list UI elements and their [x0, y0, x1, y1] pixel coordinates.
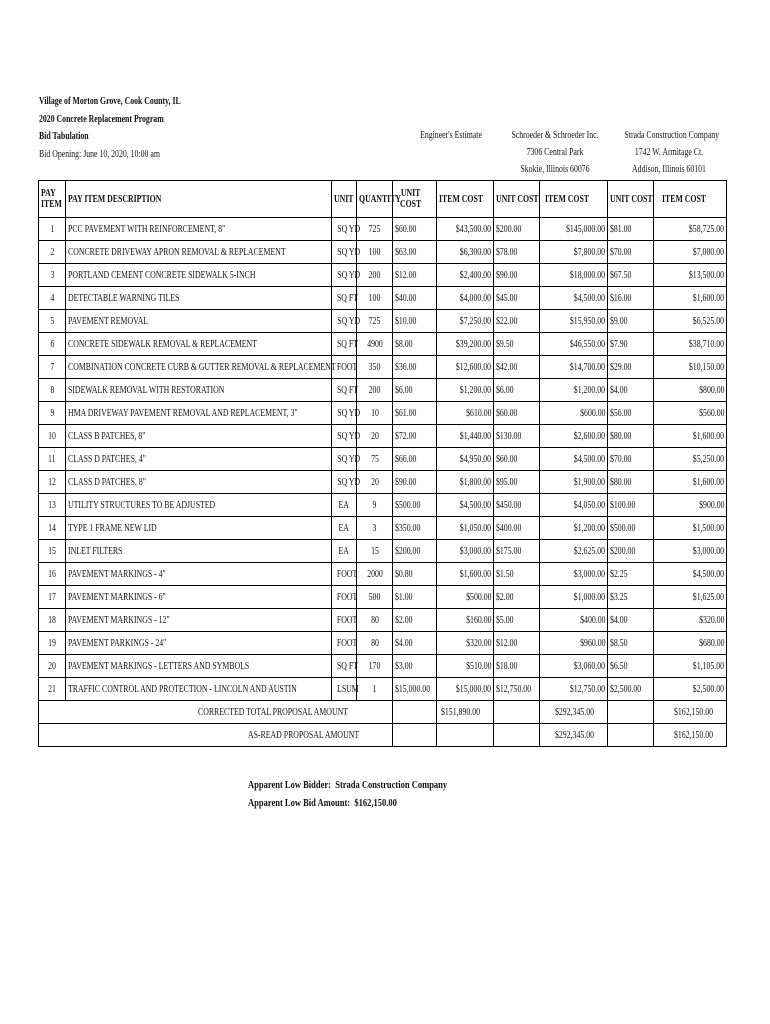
str-item-cost: $7,000.00: [654, 241, 727, 264]
asread-total-sch: $292,345.00: [540, 724, 608, 747]
item-quantity: 80: [357, 632, 393, 655]
item-quantity: 725: [357, 310, 393, 333]
bidder-schroeder-address2: Skokie, Illinois 60076: [520, 164, 590, 175]
eng-unit-cost: $200.00: [393, 540, 437, 563]
str-item-cost: $1,600.00: [654, 287, 727, 310]
table-row: [39, 609, 727, 632]
str-unit-cost: $3.25: [608, 586, 654, 609]
table-row: [39, 632, 727, 655]
str-item-cost: $1,600.00: [654, 471, 727, 494]
sch-unit-cost: $400.00: [494, 517, 540, 540]
low-bid-amount-label: Apparent Low Bid Amount:: [248, 798, 351, 809]
table-row: [39, 471, 727, 494]
eng-item-cost: $1,050.00: [437, 517, 494, 540]
item-quantity: 350: [357, 356, 393, 379]
item-unit: LSUM: [332, 678, 357, 701]
item-unit: FOOT: [332, 632, 357, 655]
col-pay-item: PAY ITEM: [39, 181, 66, 218]
eng-item-cost: $610.00: [437, 402, 494, 425]
sch-item-cost: $960.00: [540, 632, 608, 655]
item-quantity: 500: [357, 586, 393, 609]
item-description: PAVEMENT REMOVAL: [66, 310, 332, 333]
bidder-strada-address2: Addison, Illinois 60101: [632, 164, 706, 175]
sch-unit-cost: $78.00: [494, 241, 540, 264]
eng-unit-cost: $60.00: [393, 218, 437, 241]
str-unit-cost: $81.00: [608, 218, 654, 241]
corrected-total-label: CORRECTED TOTAL PROPOSAL AMOUNT: [39, 701, 393, 724]
item-description: CONCRETE SIDEWALK REMOVAL & REPLACEMENT: [66, 333, 332, 356]
item-description: CLASS D PATCHES, 8": [66, 471, 332, 494]
str-item-cost: $1,105.00: [654, 655, 727, 678]
sch-unit-cost: $22.00: [494, 310, 540, 333]
sch-item-cost: $1,900.00: [540, 471, 608, 494]
eng-unit-cost: $66.00: [393, 448, 437, 471]
eng-unit-cost: $36.00: [393, 356, 437, 379]
eng-item-cost: $6,300.00: [437, 241, 494, 264]
corrected-total-row: [39, 701, 727, 724]
bidder-strada-address1: 1742 W. Armitage Ct.: [634, 147, 704, 158]
str-unit-cost: $80.00: [608, 425, 654, 448]
col-unit: UNIT: [332, 181, 357, 218]
eng-item-cost: $1,600.00: [437, 563, 494, 586]
col-str-unit-cost: UNIT COST: [608, 181, 654, 218]
pay-item-number: 16: [39, 563, 66, 586]
table-row: [39, 287, 727, 310]
sch-item-cost: $3,000.00: [540, 563, 608, 586]
pay-item-number: 9: [39, 402, 66, 425]
pay-item-number: 6: [39, 333, 66, 356]
corrected-total-sch: $292,345.00: [540, 701, 608, 724]
sch-item-cost: $600.00: [540, 402, 608, 425]
str-unit-cost: $8.50: [608, 632, 654, 655]
pay-item-number: 17: [39, 586, 66, 609]
pay-item-number: 4: [39, 287, 66, 310]
eng-item-cost: $3,000.00: [437, 540, 494, 563]
item-description: CONCRETE DRIVEWAY APRON REMOVAL & REPLACEMENT: [66, 241, 332, 264]
str-unit-cost: $9.00: [608, 310, 654, 333]
item-quantity: 20: [357, 471, 393, 494]
sch-item-cost: $7,800.00: [540, 241, 608, 264]
item-unit: SQ YD: [332, 448, 357, 471]
pay-item-number: 14: [39, 517, 66, 540]
asread-total-row: [39, 724, 727, 747]
item-unit: FOOT: [332, 609, 357, 632]
low-bid-amount-value: $162,150.00: [354, 798, 397, 809]
table-row: [39, 241, 727, 264]
corrected-total-sch-unit: [494, 701, 540, 724]
item-quantity: 2000: [357, 563, 393, 586]
eng-item-cost: $500.00: [437, 586, 494, 609]
str-unit-cost: $500.00: [608, 517, 654, 540]
table-row: [39, 563, 727, 586]
eng-item-cost: $160.00: [437, 609, 494, 632]
item-quantity: 100: [357, 287, 393, 310]
sch-item-cost: $46,550.00: [540, 333, 608, 356]
sch-unit-cost: $5.00: [494, 609, 540, 632]
sch-unit-cost: $45.00: [494, 287, 540, 310]
sch-unit-cost: $9.50: [494, 333, 540, 356]
item-quantity: 725: [357, 218, 393, 241]
table-row: [39, 379, 727, 402]
pay-item-number: 3: [39, 264, 66, 287]
str-unit-cost: $4.00: [608, 379, 654, 402]
eng-unit-cost: $12.00: [393, 264, 437, 287]
pay-item-number: 1: [39, 218, 66, 241]
col-sch-unit-cost: UNIT COST: [494, 181, 540, 218]
eng-item-cost: $15,000.00: [437, 678, 494, 701]
col-eng-unit-cost: UNIT COST: [393, 181, 437, 218]
table-row: [39, 517, 727, 540]
item-unit: SQ YD: [332, 402, 357, 425]
item-quantity: 20: [357, 425, 393, 448]
sch-item-cost: $18,000.00: [540, 264, 608, 287]
item-unit: FOOT: [332, 563, 357, 586]
bidder-schroeder-address1: 7306 Central Park: [526, 147, 584, 158]
pay-item-number: 7: [39, 356, 66, 379]
pay-item-number: 13: [39, 494, 66, 517]
bidder-strada-name: Strada Construction Company: [624, 130, 720, 141]
sch-unit-cost: $200.00: [494, 218, 540, 241]
asread-total-str: $162,150.00: [654, 724, 727, 747]
item-description: PAVEMENT MARKINGS - 4": [66, 563, 332, 586]
eng-item-cost: $320.00: [437, 632, 494, 655]
sch-item-cost: $2,600.00: [540, 425, 608, 448]
str-item-cost: $13,500.00: [654, 264, 727, 287]
item-description: CLASS B PATCHES, 8": [66, 425, 332, 448]
item-quantity: 15: [357, 540, 393, 563]
item-description: HMA DRIVEWAY PAVEMENT REMOVAL AND REPLACEMENT, 3": [66, 402, 332, 425]
sch-item-cost: $1,200.00: [540, 517, 608, 540]
table-row: [39, 310, 727, 333]
table-row: [39, 218, 727, 241]
sch-item-cost: $2,625.00: [540, 540, 608, 563]
sch-item-cost: $1,000.00: [540, 586, 608, 609]
str-item-cost: $38,710.00: [654, 333, 727, 356]
item-description: PAVEMENT MARKINGS - LETTERS AND SYMBOLS: [66, 655, 332, 678]
pay-item-number: 2: [39, 241, 66, 264]
table-row: [39, 678, 727, 701]
item-description: PAVEMENT PARKINGS - 24": [66, 632, 332, 655]
sch-unit-cost: $12,750.00: [494, 678, 540, 701]
str-unit-cost: $67.50: [608, 264, 654, 287]
item-description: PORTLAND CEMENT CONCRETE SIDEWALK 5-INCH: [66, 264, 332, 287]
str-unit-cost: $70.00: [608, 241, 654, 264]
bidder-schroeder-name: Schroeder & Schroeder Inc.: [511, 130, 599, 141]
str-item-cost: $1,600.00: [654, 425, 727, 448]
item-quantity: 3: [357, 517, 393, 540]
str-unit-cost: $29.00: [608, 356, 654, 379]
item-unit: FOOT: [332, 356, 357, 379]
asread-total-eng: [437, 724, 494, 747]
sch-unit-cost: $18.00: [494, 655, 540, 678]
table-row: [39, 356, 727, 379]
corrected-total-eng-unit: [393, 701, 437, 724]
item-unit: SQ YD: [332, 264, 357, 287]
eng-item-cost: $4,950.00: [437, 448, 494, 471]
item-unit: SQ YD: [332, 471, 357, 494]
sch-unit-cost: $2.00: [494, 586, 540, 609]
eng-unit-cost: $500.00: [393, 494, 437, 517]
sch-unit-cost: $1.50: [494, 563, 540, 586]
sch-unit-cost: $60.00: [494, 448, 540, 471]
str-unit-cost: $7.90: [608, 333, 654, 356]
str-item-cost: $900.00: [654, 494, 727, 517]
str-unit-cost: $56.00: [608, 402, 654, 425]
item-quantity: 4900: [357, 333, 393, 356]
eng-unit-cost: $4.00: [393, 632, 437, 655]
item-quantity: 200: [357, 264, 393, 287]
str-item-cost: $2,500.00: [654, 678, 727, 701]
item-quantity: 1: [357, 678, 393, 701]
low-bidder-line: [248, 780, 482, 791]
str-item-cost: $800.00: [654, 379, 727, 402]
pay-item-number: 8: [39, 379, 66, 402]
table-row: [39, 425, 727, 448]
item-unit: SQ FT: [332, 655, 357, 678]
item-description: DETECTABLE WARNING TILES: [66, 287, 332, 310]
eng-item-cost: $1,440.00: [437, 425, 494, 448]
eng-item-cost: $43,500.00: [437, 218, 494, 241]
eng-unit-cost: $6.00: [393, 379, 437, 402]
item-quantity: 80: [357, 609, 393, 632]
eng-item-cost: $510.00: [437, 655, 494, 678]
item-quantity: 10: [357, 402, 393, 425]
item-quantity: 170: [357, 655, 393, 678]
low-bid-amount-line: [248, 798, 423, 809]
corrected-total-str-unit: [608, 701, 654, 724]
sch-unit-cost: $60.00: [494, 402, 540, 425]
sch-unit-cost: $450.00: [494, 494, 540, 517]
str-item-cost: $1,625.00: [654, 586, 727, 609]
eng-item-cost: $4,000.00: [437, 287, 494, 310]
str-unit-cost: $70.00: [608, 448, 654, 471]
pay-item-number: 12: [39, 471, 66, 494]
sch-item-cost: $3,060.00: [540, 655, 608, 678]
str-unit-cost: $16.00: [608, 287, 654, 310]
eng-item-cost: $7,250.00: [437, 310, 494, 333]
item-unit: EA: [332, 540, 357, 563]
eng-unit-cost: $1.00: [393, 586, 437, 609]
sch-item-cost: $1,200.00: [540, 379, 608, 402]
str-unit-cost: $100.00: [608, 494, 654, 517]
pay-item-number: 10: [39, 425, 66, 448]
low-bidder-value: Strada Construction Company: [335, 780, 448, 791]
table-row: [39, 655, 727, 678]
item-unit: EA: [332, 494, 357, 517]
eng-unit-cost: $8.00: [393, 333, 437, 356]
pay-item-number: 5: [39, 310, 66, 333]
item-quantity: 200: [357, 379, 393, 402]
str-item-cost: $3,000.00: [654, 540, 727, 563]
eng-unit-cost: $10.00: [393, 310, 437, 333]
item-unit: EA: [332, 517, 357, 540]
item-quantity: 75: [357, 448, 393, 471]
eng-item-cost: $12,600.00: [437, 356, 494, 379]
item-description: CLASS D PATCHES, 4": [66, 448, 332, 471]
sch-item-cost: $15,950.00: [540, 310, 608, 333]
eng-unit-cost: $40.00: [393, 287, 437, 310]
str-item-cost: $680.00: [654, 632, 727, 655]
str-item-cost: $4,500.00: [654, 563, 727, 586]
item-description: TRAFFIC CONTROL AND PROTECTION - LINCOLN AND AUSTIN: [66, 678, 332, 701]
str-unit-cost: $2,500.00: [608, 678, 654, 701]
str-item-cost: $1,500.00: [654, 517, 727, 540]
item-quantity: 100: [357, 241, 393, 264]
col-sch-item-cost: ITEM COST: [540, 181, 608, 218]
corrected-total-eng: $151,890.00: [437, 701, 494, 724]
header-bid-opening: Bid Opening: June 10, 2020, 10:00 am: [39, 149, 160, 160]
col-quantity: QUANTITY: [357, 181, 393, 218]
str-item-cost: $320.00: [654, 609, 727, 632]
item-description: PAVEMENT MARKINGS - 6": [66, 586, 332, 609]
str-unit-cost: $200.00: [608, 540, 654, 563]
item-description: COMBINATION CONCRETE CURB & GUTTER REMOVAL & REPLACEMENT: [66, 356, 332, 379]
str-item-cost: $6,525.00: [654, 310, 727, 333]
str-item-cost: $560.00: [654, 402, 727, 425]
str-item-cost: $10,150.00: [654, 356, 727, 379]
item-description: SIDEWALK REMOVAL WITH RESTORATION: [66, 379, 332, 402]
sch-item-cost: $4,050.00: [540, 494, 608, 517]
item-unit: SQ YD: [332, 241, 357, 264]
eng-item-cost: $39,200.00: [437, 333, 494, 356]
asread-total-label: AS-READ PROPOSAL AMOUNT: [39, 724, 393, 747]
item-description: INLET FILTERS: [66, 540, 332, 563]
eng-unit-cost: $350.00: [393, 517, 437, 540]
sch-unit-cost: $6.00: [494, 379, 540, 402]
eng-unit-cost: $2.00: [393, 609, 437, 632]
item-unit: SQ YD: [332, 425, 357, 448]
sch-unit-cost: $90.00: [494, 264, 540, 287]
eng-unit-cost: $90.00: [393, 471, 437, 494]
eng-unit-cost: $3.00: [393, 655, 437, 678]
col-description: PAY ITEM DESCRIPTION: [66, 181, 332, 218]
sch-item-cost: $145,000.00: [540, 218, 608, 241]
sch-unit-cost: $12.00: [494, 632, 540, 655]
str-unit-cost: $2.25: [608, 563, 654, 586]
bidder-strada: [612, 127, 726, 178]
sch-item-cost: $14,700.00: [540, 356, 608, 379]
table-row: [39, 402, 727, 425]
header-municipality: Village of Morton Grove, Cook County, IL: [39, 96, 181, 107]
asread-total-str-unit: [608, 724, 654, 747]
bidder-engineer: [398, 127, 504, 144]
eng-item-cost: $1,200.00: [437, 379, 494, 402]
item-unit: SQ FT: [332, 333, 357, 356]
eng-item-cost: $4,500.00: [437, 494, 494, 517]
item-unit: SQ FT: [332, 379, 357, 402]
str-unit-cost: $4.00: [608, 609, 654, 632]
item-unit: SQ YD: [332, 218, 357, 241]
header-program: 2020 Concrete Replacement Program: [39, 114, 164, 125]
col-eng-item-cost: ITEM COST: [437, 181, 494, 218]
item-unit: FOOT: [332, 586, 357, 609]
item-quantity: 9: [357, 494, 393, 517]
bid-table: [38, 180, 727, 747]
bidder-schroeder: [498, 127, 612, 178]
sch-item-cost: $4,500.00: [540, 287, 608, 310]
pay-item-number: 19: [39, 632, 66, 655]
eng-unit-cost: $72.00: [393, 425, 437, 448]
sch-item-cost: $4,500.00: [540, 448, 608, 471]
table-row: [39, 333, 727, 356]
pay-item-number: 18: [39, 609, 66, 632]
sch-unit-cost: $95.00: [494, 471, 540, 494]
bidder-engineer-name: Engineer's Estimate: [420, 130, 482, 141]
asread-total-sch-unit: [494, 724, 540, 747]
eng-unit-cost: $63.00: [393, 241, 437, 264]
item-description: UTILITY STRUCTURES TO BE ADJUSTED: [66, 494, 332, 517]
eng-unit-cost: $0.80: [393, 563, 437, 586]
eng-unit-cost: $15,000.00: [393, 678, 437, 701]
sch-unit-cost: $42.00: [494, 356, 540, 379]
str-item-cost: $58,725.00: [654, 218, 727, 241]
sch-unit-cost: $175.00: [494, 540, 540, 563]
sch-item-cost: $400.00: [540, 609, 608, 632]
item-unit: SQ FT: [332, 287, 357, 310]
eng-item-cost: $1,800.00: [437, 471, 494, 494]
corrected-total-str: $162,150.00: [654, 701, 727, 724]
item-description: PAVEMENT MARKINGS - 12": [66, 609, 332, 632]
item-description: TYPE 1 FRAME NEW LID: [66, 517, 332, 540]
col-str-item-cost: ITEM COST: [654, 181, 727, 218]
str-item-cost: $5,250.00: [654, 448, 727, 471]
pay-item-number: 11: [39, 448, 66, 471]
header-doc-type: Bid Tabulation: [39, 131, 89, 142]
str-unit-cost: $80.00: [608, 471, 654, 494]
sch-unit-cost: $130.00: [494, 425, 540, 448]
pay-item-number: 15: [39, 540, 66, 563]
eng-item-cost: $2,400.00: [437, 264, 494, 287]
table-row: [39, 448, 727, 471]
sch-item-cost: $12,750.00: [540, 678, 608, 701]
table-row: [39, 264, 727, 287]
pay-item-number: 21: [39, 678, 66, 701]
low-bidder-label: Apparent Low Bidder:: [248, 780, 331, 791]
asread-total-eng-unit: [393, 724, 437, 747]
item-description: PCC PAVEMENT WITH REINFORCEMENT, 8": [66, 218, 332, 241]
pay-item-number: 20: [39, 655, 66, 678]
eng-unit-cost: $61.00: [393, 402, 437, 425]
table-row: [39, 586, 727, 609]
table-header-row: [39, 181, 727, 218]
item-unit: SQ YD: [332, 310, 357, 333]
table-row: [39, 540, 727, 563]
table-row: [39, 494, 727, 517]
str-unit-cost: $6.50: [608, 655, 654, 678]
